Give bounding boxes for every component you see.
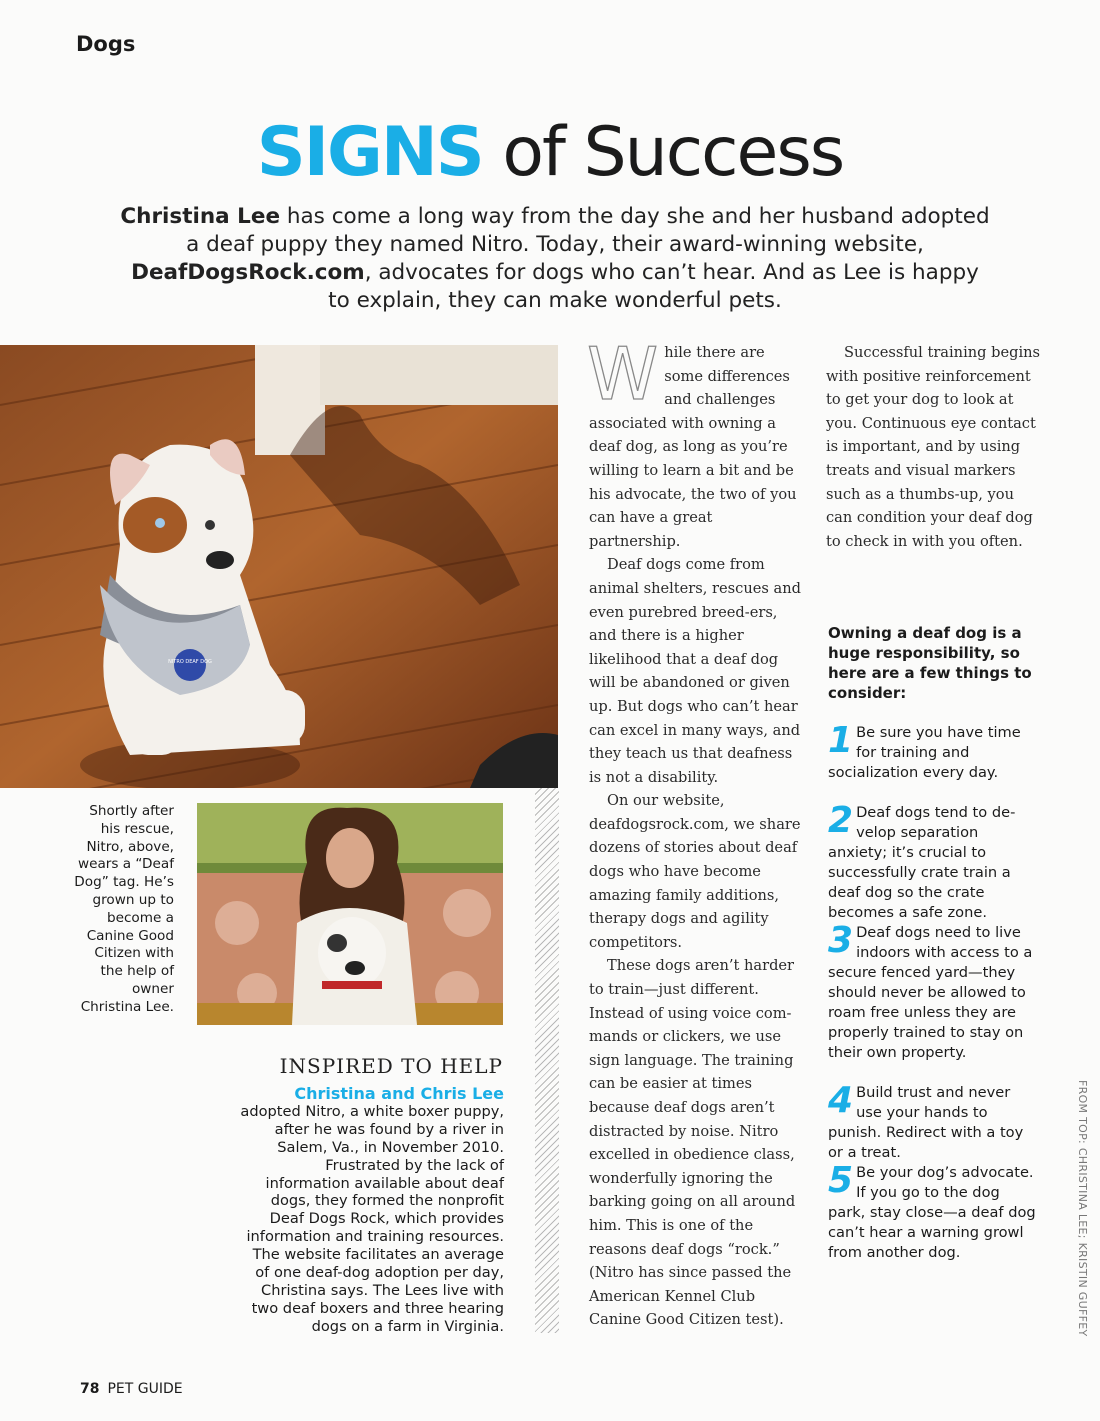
sidebar-heading: INSPIRED TO HELP xyxy=(279,1054,503,1078)
sidebar-name: Christina and Chris Lee xyxy=(294,1084,504,1103)
decorative-stripe xyxy=(535,788,559,1333)
tip-number: 3 xyxy=(828,920,854,961)
tip-text: Build trust and never use your hands to punish. Redirect with a toy or a treat. xyxy=(828,1084,1024,1161)
title-highlight: SIGNS xyxy=(256,113,483,192)
tip-number: 2 xyxy=(828,800,854,841)
article-paragraph: These dogs aren’t harder to train—just different. Instead of using voice com-mands or clickers, we use sign language. The training can be easier at times because deaf dogs aren’t distracted by noise. Nitro excelled in obedience class, wonderfully ignoring the barking going on all around him. This is one of the reasons deaf dogs “rock.” (Nitro has since passed the American Kennel Club Canine Good Citizen test). xyxy=(589,957,796,1329)
article-paragraph: On our website, deafdogsrock.com, we share dozens of stories about deaf dogs who have become amazing family additions, therapy dogs and agility competitors. xyxy=(589,792,801,951)
deck-text: has come a long way from the day she and her husband adopted a deaf puppy they named Nitro. Today, their award-winning website, xyxy=(186,204,990,257)
article-column-2 xyxy=(826,341,1041,553)
article-column-1 xyxy=(587,332,804,1332)
tip-text: Deaf dogs tend to de-velop separation anxiety; it’s crucial to successfully crate train a deaf dog so the crate becomes a safe zone. xyxy=(828,804,1016,921)
tip-number: 1 xyxy=(828,720,854,761)
section-label: Dogs xyxy=(76,32,136,56)
sidebar-text: adopted Nitro, a white boxer puppy, after he was found by a river in Salem, Va., in November 2010. Frustrated by the lack of information available about deaf dogs, they formed the nonprofit Deaf Dogs Rock, which provides information and training resources. The website facilitates an average of one deaf-dog adoption per day, Christina says. The Lees live with two deaf boxers and three hearing dogs on a farm in Virginia. xyxy=(240,1102,504,1335)
photo-nitro-puppy xyxy=(0,345,558,788)
title-rest: of Success xyxy=(482,113,844,192)
tip-item xyxy=(828,720,1040,783)
folio xyxy=(80,1381,183,1397)
publication-name: PET GUIDE xyxy=(107,1381,183,1397)
sidebar-body xyxy=(240,1085,504,1336)
paragraph-text: hile there are some differences and challenges associated with owning a deaf dog, as long as you’re willing to learn a bit and be his advocate, the two of you can have a great partnership. xyxy=(589,344,797,550)
deck-name: Christina Lee xyxy=(120,204,281,229)
article-paragraph: Deaf dogs come from animal shelters, rescues and even purebred breed-ers, and there is a higher likelihood that a deaf dog will be abandoned or given up. But dogs who can’t hear can excel in many ways, and they teach us that deafness is not a disability. xyxy=(589,556,801,786)
tip-number: 4 xyxy=(828,1080,854,1121)
tip-number: 5 xyxy=(828,1160,854,1201)
page-number: 78 xyxy=(80,1381,100,1397)
tip-item xyxy=(828,920,1040,1063)
article-paragraph: Successful training begins with positive reinforcement to get your dog to look at you. Continuous eye contact is important, and by using treats and visual markers such as a thumbs-up, you can condition your deaf dog to check in with you often. xyxy=(826,344,1040,550)
dropcap: W xyxy=(587,332,659,416)
tips-intro: Owning a deaf dog is a huge responsibility, so here are a few things to consider: xyxy=(828,624,1032,702)
deck xyxy=(120,203,990,315)
deck-site: DeafDogsRock.com xyxy=(131,260,365,285)
tag-text: NITRO DEAF DOG xyxy=(168,659,212,665)
photo-christina-lee-with-nitro xyxy=(197,803,503,1025)
tip-text: Deaf dogs need to live indoors with access to a secure fenced yard—they should never be allowed to roam free unless they are properly trained to stay on their own property. xyxy=(828,924,1033,1061)
photo-credit: FROM TOP: CHRISTINA LEE; KRISTIN GUFFEY xyxy=(1076,1080,1089,1337)
tip-item xyxy=(828,800,1040,923)
page-title xyxy=(0,108,1100,198)
tip-text: Be your dog’s advocate. If you go to the dog park, stay close—a deaf dog can’t hear a warning growl from another dog. xyxy=(828,1164,1036,1261)
article-paragraph xyxy=(587,332,804,553)
tip-item xyxy=(828,1080,1040,1163)
deck-text: , advocates for dogs who can’t hear. And as Lee is happy to explain, they can make wonderful pets. xyxy=(328,260,979,313)
tip-item xyxy=(828,1160,1040,1263)
tip-text: Be sure you have time for training and socialization every day. xyxy=(828,724,1021,781)
photo-caption: Shortly after his rescue, Nitro, above, wears a “Deaf Dog” tag. He’s grown up to become a Canine Good Citizen with the help of owner Christina Lee. xyxy=(74,803,174,1015)
